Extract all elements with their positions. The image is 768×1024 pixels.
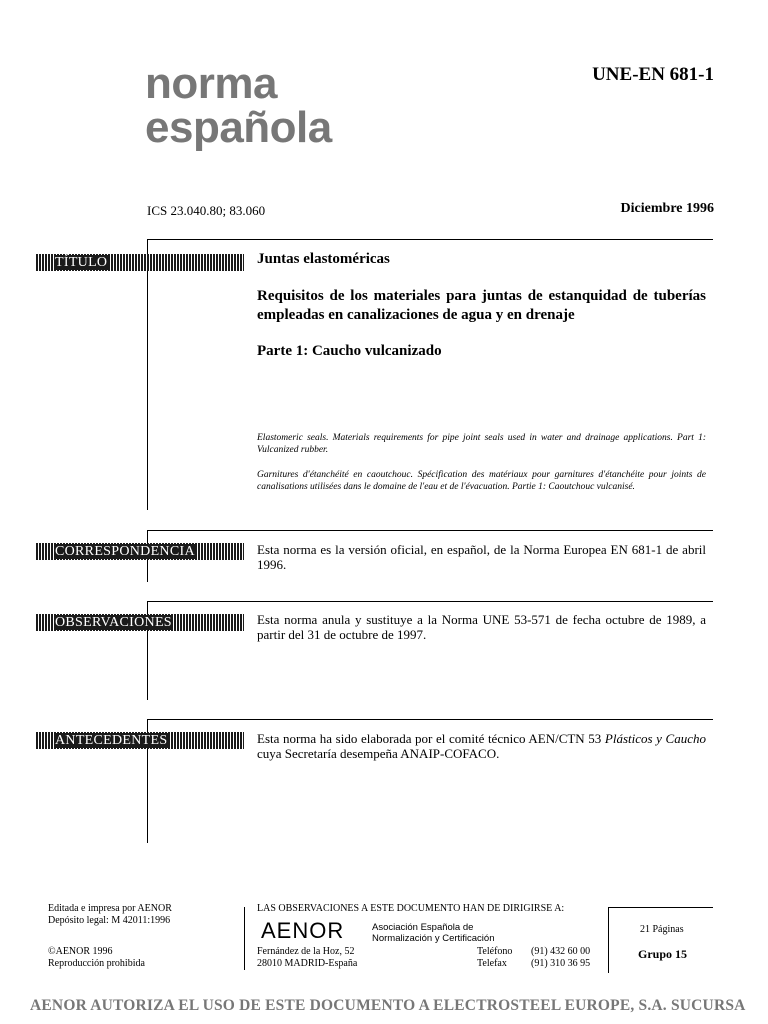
aenor-logo: AENOR [261, 918, 345, 943]
correspondencia-text: Esta norma es la versión oficial, en español, de la Norma Europea EN 681-1 de abril 1996. [257, 542, 706, 572]
title-sub: Requisitos de los materiales para juntas de estanquidad de tuberías empleadas en canalizaciones de agua y en drenaje [257, 288, 706, 323]
title-main: Juntas elastoméricas [257, 251, 390, 267]
brand-line-2: española [145, 103, 332, 152]
section-divider [147, 719, 713, 720]
section-vline [147, 239, 148, 510]
brand-line-1: norma [145, 59, 277, 108]
footer-phone-labels: Teléfono Telefax [477, 946, 513, 969]
section-label-antecedentes: ANTECEDENTES [36, 732, 244, 749]
section-label-correspondencia: CORRESPONDENCIA [36, 543, 244, 560]
section-label-titulo: TÍTULO [36, 254, 244, 271]
license-banner: AENOR AUTORIZA EL USO DE ESTE DOCUMENTO A ELECTROSTEEL EUROPE, S.A. SUCURSA [30, 997, 746, 1014]
title-french: Garnitures d'étanchéité en caoutchouc. Spécification des matériaux pour garnitures d'étanchéite pour joints de canalisations utilisées dans le domaine de l'eau et de l'évacuation. Partie 1: Caoutchouc vulcanisé. [257, 470, 706, 492]
section-divider [147, 239, 713, 240]
footer-box-top [608, 907, 713, 908]
title-english: Elastomeric seals. Materials requirements for pipe joint seals used in water and drainage applications. Part 1: Vulcanized rubber. [257, 433, 706, 455]
aenor-logo-subtitle: Asociación Española de Normalización y Certificación [372, 922, 495, 944]
antecedentes-text: Esta norma ha sido elaborada por el comité técnico AEN/CTN 53 Plásticos y Caucho cuya Secretaría desempeña ANAIP-COFACO. [257, 731, 706, 761]
title-part: Parte 1: Caucho vulcanizado [257, 343, 442, 359]
footer-contact-title: LAS OBSERVACIONES A ESTE DOCUMENTO HAN DE DIRIGIRSE A: [257, 903, 565, 914]
page-count: 21 Páginas [640, 924, 684, 935]
footer-address: Fernández de la Hoz, 52 28010 MADRID-España [257, 946, 358, 969]
section-label-observaciones: OBSERVACIONES [36, 614, 244, 631]
footer-box-left [608, 907, 609, 973]
observaciones-text: Esta norma anula y sustituye a la Norma UNE 53-571 de fecha octubre de 1989, a partir del 31 de octubre de 1997. [257, 612, 706, 642]
price-group: Grupo 15 [638, 947, 688, 961]
publication-date: Diciembre 1996 [620, 201, 714, 216]
footer-publisher: Editada e impresa por AENOR Depósito legal: M 42011:1996 [48, 903, 172, 926]
footer-divider [244, 907, 245, 970]
ics-code: ICS 23.040.80; 83.060 [147, 203, 266, 218]
footer-copyright: ©AENOR 1996 Reproducción prohibida [48, 946, 145, 969]
footer-phone-values: (91) 432 60 00 (91) 310 36 95 [531, 946, 591, 969]
brand-title [145, 59, 332, 152]
section-divider [147, 601, 713, 602]
section-divider [147, 530, 713, 531]
standard-code: UNE-EN 681-1 [592, 64, 714, 85]
